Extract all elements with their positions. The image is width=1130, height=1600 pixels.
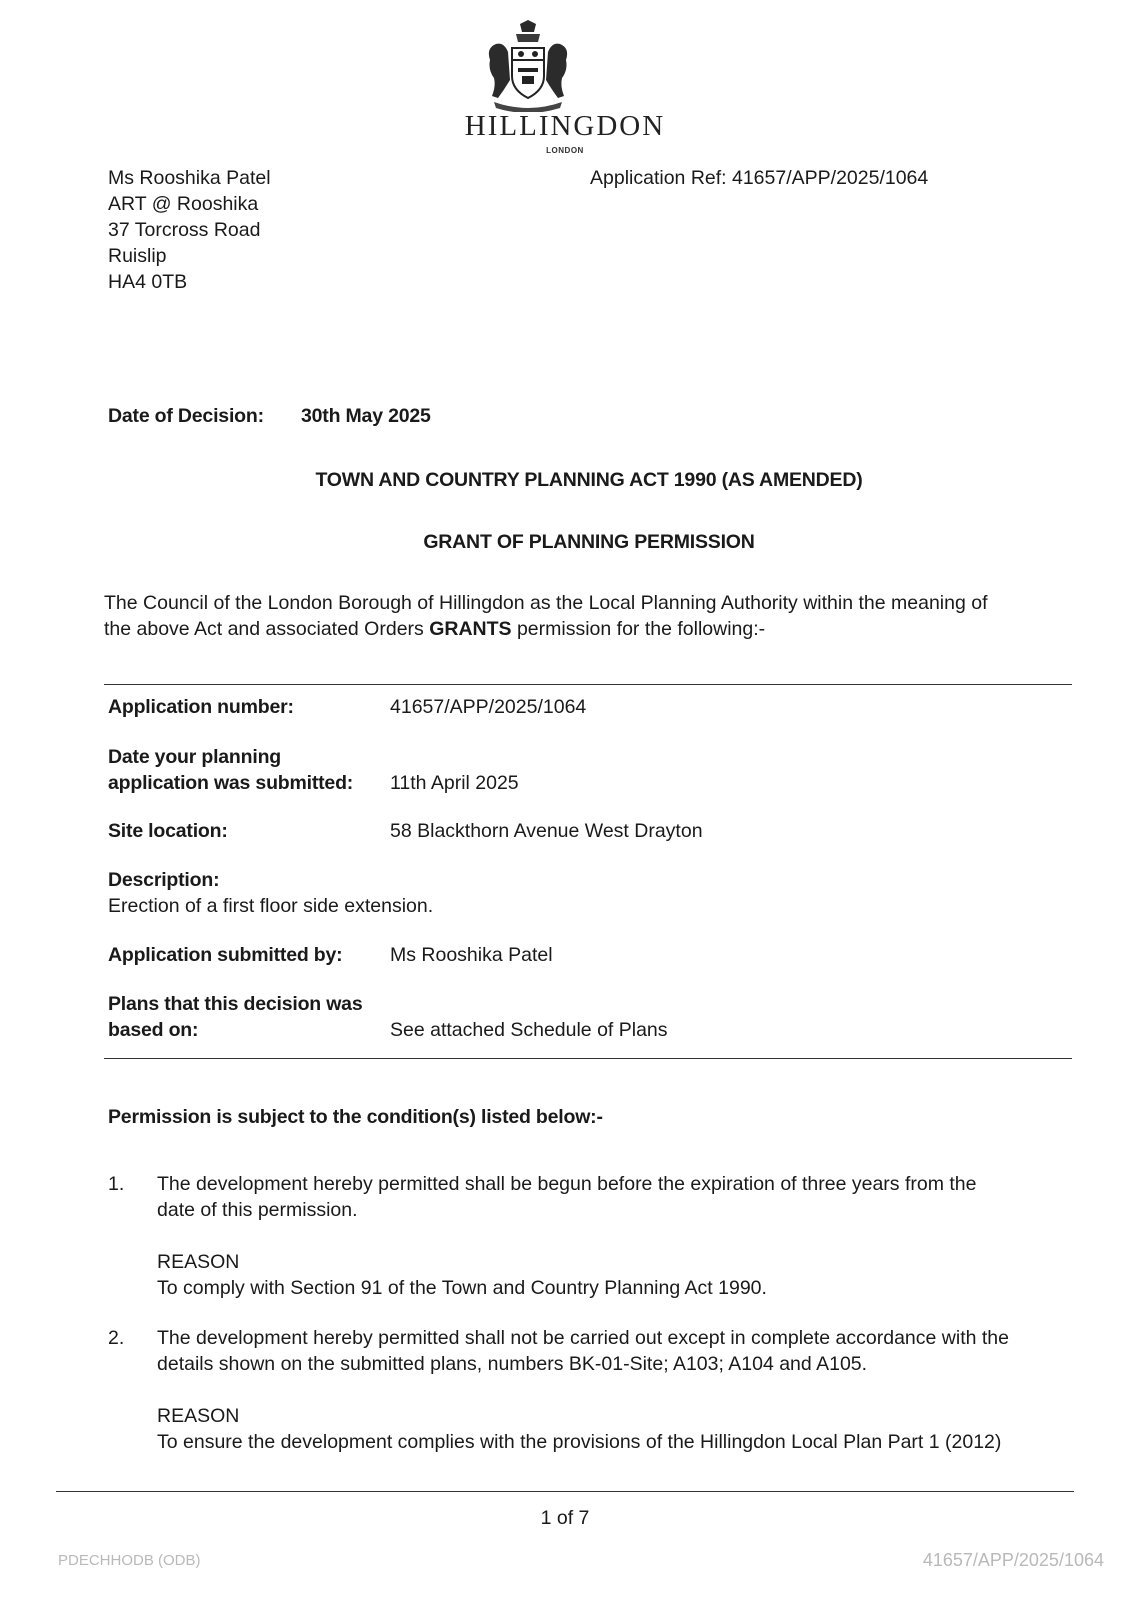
details-top-divider: [104, 684, 1072, 685]
reason-label: REASON: [157, 1251, 240, 1273]
condition-number: 2.: [108, 1327, 125, 1349]
reason-label: REASON: [157, 1405, 240, 1427]
intro-paragraph: [104, 590, 1074, 642]
intro-line-2: the above Act and associated Orders GRANTS permission for the following:-: [104, 618, 766, 640]
description-label: Description:: [108, 869, 220, 891]
footer-code: PDECHHODB (ODB): [58, 1552, 201, 1569]
submitted-date-value: 11th April 2025: [390, 772, 519, 794]
address-line: Ruislip: [108, 245, 167, 267]
intro-line-1: The Council of the London Borough of Hillingdon as the Local Planning Authority within the meaning of: [104, 592, 988, 614]
council-crest-logo: [480, 20, 576, 112]
condition-text: The development hereby permitted shall be begun before the expiration of three years from the date of this permission. REASON To comply with Section 91 of the Town and Country Planning Act 1990.: [157, 1171, 1077, 1301]
decision-date-value: 30th May 2025: [301, 405, 431, 427]
conditions-heading: Permission is subject to the condition(s) listed below:-: [108, 1106, 603, 1128]
app-number-value: 41657/APP/2025/1064: [390, 696, 587, 718]
reason-text: To comply with Section 91 of the Town and Country Planning Act 1990.: [157, 1277, 767, 1299]
recipient-address: [108, 165, 271, 295]
details-bottom-divider: [104, 1058, 1072, 1059]
submitted-by-label: Application submitted by:: [108, 944, 343, 966]
address-line: ART @ Rooshika: [108, 193, 259, 215]
footer-divider: [56, 1491, 1074, 1492]
condition-number: 1.: [108, 1173, 125, 1195]
plans-label: Plans that this decision was based on:: [108, 993, 363, 1041]
application-ref: Application Ref: 41657/APP/2025/1064: [590, 167, 929, 189]
description-value: Erection of a first floor side extension.: [108, 895, 434, 917]
submitted-by-value: Ms Rooshika Patel: [390, 944, 553, 966]
address-line: Ms Rooshika Patel: [108, 167, 271, 189]
site-location-label: Site location:: [108, 820, 228, 842]
decision-date-label: Date of Decision:: [108, 405, 264, 427]
council-sub-wordmark: LONDON: [546, 146, 584, 155]
grant-title: GRANT OF PLANNING PERMISSION: [423, 531, 755, 553]
grants-keyword: GRANTS: [429, 618, 512, 640]
address-line: 37 Torcross Road: [108, 219, 261, 241]
address-line: HA4 0TB: [108, 271, 188, 293]
plans-value: See attached Schedule of Plans: [390, 1019, 668, 1041]
submitted-date-label: Date your planning application was submitted:: [108, 746, 354, 794]
condition-text: The development hereby permitted shall not be carried out except in complete accordance with the details shown on the submitted plans, numbers BK-01-Site; A103; A104 and A105. REASON To ensure the development complies with the provisions of the Hillingdon Local Plan Part 1 (2012): [157, 1325, 1077, 1455]
site-location-value: 58 Blackthorn Avenue West Drayton: [390, 820, 703, 842]
app-number-label: Application number:: [108, 696, 294, 718]
reason-text: To ensure the development complies with the provisions of the Hillingdon Local Plan Part 1 (2012): [157, 1431, 1002, 1453]
act-title: TOWN AND COUNTRY PLANNING ACT 1990 (AS AMENDED): [315, 469, 863, 491]
footer-ref: 41657/APP/2025/1064: [922, 1550, 1104, 1570]
council-name-wordmark: HILLINGDON: [464, 110, 666, 142]
page-number: 1 of 7: [540, 1507, 590, 1529]
